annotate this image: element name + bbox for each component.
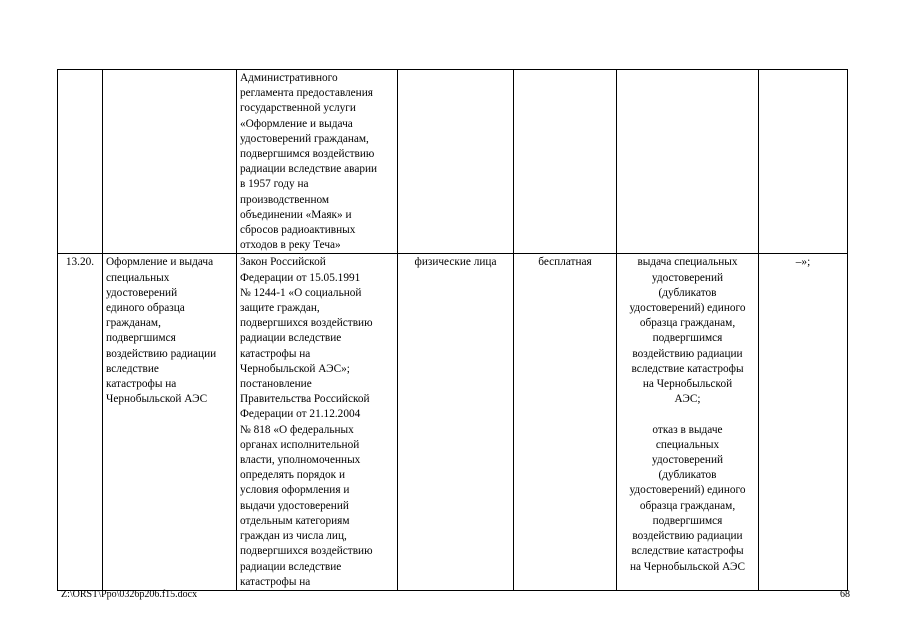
- cell-legal-basis: Закон Российской Федерации от 15.05.1991 № 1244-1 «О социальной защите граждан, подвергшихся воздействию радиации вследствие катастрофы на Чернобыльской АЭС»; постановление Правительства Российской Федерации от 21.12.2004 № 818 «О федеральных органах исполнительной власти, уполномоченных определять порядок и условия оформления и выдачи удостоверений отдельным категориям граждан из числа лиц, подвергшихся воздействию радиации вследствие катастрофы на: [237, 254, 398, 590]
- cell-extra: –»;: [759, 254, 848, 590]
- table-row: [58, 254, 848, 590]
- cell-payment: [514, 70, 617, 254]
- cell-payment: бесплатная: [514, 254, 617, 590]
- cell-legal-basis: Административного регламента предоставления государственной услуги «Оформление и выдача удостоверений гражданам, подвергшимся воздействию радиации вследствие аварии в 1957 году на производственном объединении «Маяк» и сбросов радиоактивных отходов в реку Теча»: [237, 70, 398, 254]
- cell-number: 13.20.: [58, 254, 103, 590]
- cell-service-name: Оформление и выдача специальных удостоверений единого образца гражданам, подвергшимся воздействию радиации вследствие катастрофы на Чернобыльской АЭС: [103, 254, 237, 590]
- cell-recipients: физические лица: [398, 254, 514, 590]
- cell-service-name: [103, 70, 237, 254]
- cell-recipients: [398, 70, 514, 254]
- footer-file-path: Z:\ORST\Ppo\0326p206.f15.docx: [61, 589, 198, 600]
- cell-result: [617, 70, 759, 254]
- footer-page-number: 68: [840, 589, 850, 600]
- cell-number: [58, 70, 103, 254]
- cell-extra: [759, 70, 848, 254]
- cell-result: выдача специальных удостоверений (дубликатов удостоверений) единого образца гражданам, подвергшимся воздействию радиации вследствие катастрофы на Чернобыльской АЭС; отказ в выдаче специальных удостоверений (дубликатов удостоверений) единого образца гражданам, подвергшимся воздействию радиации вследствие катастрофы на Чернобыльской АЭС: [617, 254, 759, 590]
- table-row: [58, 70, 848, 254]
- services-table: [57, 69, 848, 591]
